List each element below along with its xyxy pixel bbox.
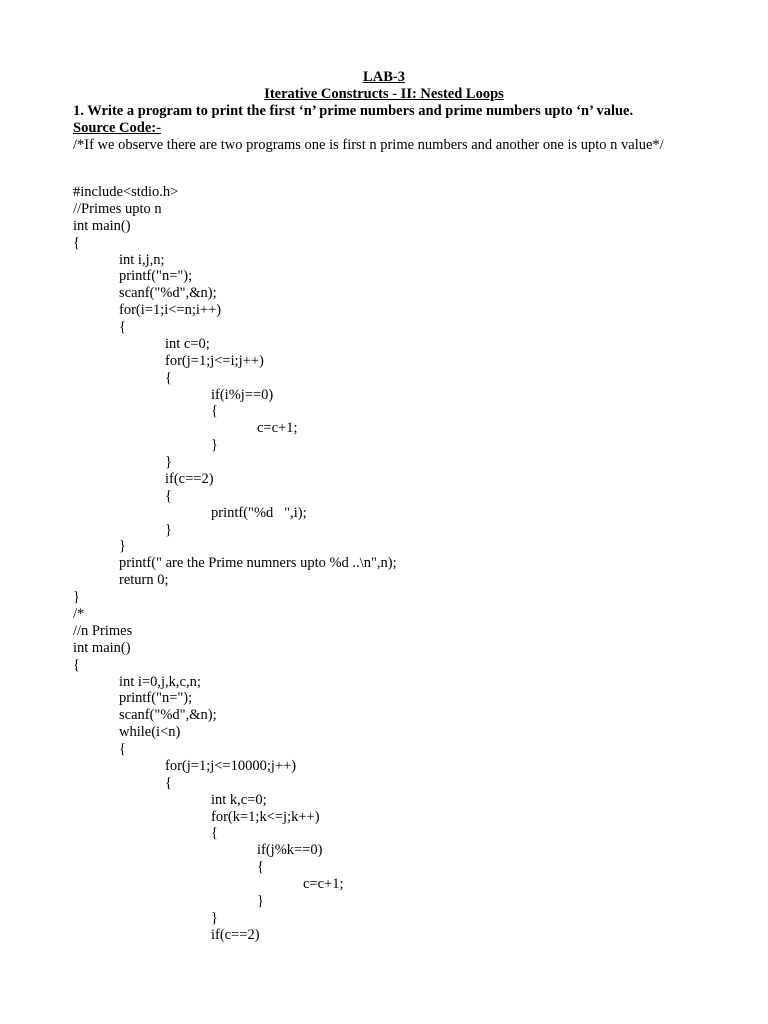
code-line: {: [165, 369, 172, 386]
code-line: int i,j,n;: [119, 251, 165, 268]
code-line: printf("n=");: [119, 268, 193, 285]
code-line: //Primes upto n: [73, 200, 162, 217]
code-line: {: [73, 656, 80, 673]
code-line: {: [119, 319, 126, 336]
code-line: if(c==2): [211, 926, 260, 943]
topic-title: Iterative Constructs - II: Nested Loops: [264, 86, 504, 102]
code-line: if(j%k==0): [257, 842, 323, 859]
code-line: }: [211, 437, 218, 454]
code-line: for(i=1;i<=n;i++): [119, 302, 222, 319]
lab-title: LAB-3: [363, 69, 405, 85]
source-code-label: Source Code:-: [73, 120, 161, 136]
code-line: printf(" are the Prime numners upto %d ..\n",n);: [119, 555, 397, 572]
code-line: {: [73, 234, 80, 251]
code-line: scanf("%d",&n);: [119, 285, 217, 302]
code-line: {: [119, 741, 126, 758]
code-line: #include<stdio.h>: [73, 184, 179, 200]
code-line: }: [165, 521, 172, 538]
code-line: int main(): [73, 217, 131, 234]
code-line: scanf("%d",&n);: [119, 707, 217, 724]
code-line: int main(): [73, 639, 131, 656]
question-text: 1. Write a program to print the first ‘n’ prime numbers and prime numbers upto ‘n’ value.: [73, 103, 634, 119]
code-line: /*: [73, 606, 85, 622]
code-line: int c=0;: [165, 335, 210, 352]
code-line: c=c+1;: [303, 876, 344, 893]
code-line: {: [165, 774, 172, 791]
code-line: //n Primes: [73, 622, 133, 639]
code-line: }: [257, 892, 264, 909]
code-line: for(j=1;j<=10000;j++): [165, 757, 297, 774]
code-line: for(j=1;j<=i;j++): [165, 352, 264, 369]
code-line: for(k=1;k<=j;k++): [211, 808, 320, 825]
code-line: while(i<n): [119, 724, 181, 741]
code-line: {: [211, 403, 218, 420]
code-line: if(i%j==0): [211, 386, 274, 403]
code-line: }: [165, 454, 172, 471]
code-line: return 0;: [119, 572, 169, 589]
code-line: printf("n=");: [119, 690, 193, 707]
code-line: }: [211, 909, 218, 926]
code-line: }: [73, 589, 80, 606]
code-line: {: [165, 487, 172, 504]
code-line: int k,c=0;: [211, 791, 267, 808]
code-comment: /*If we observe there are two programs one is first n prime numbers and another one is upto n value*/: [73, 137, 664, 153]
code-line: c=c+1;: [257, 420, 298, 437]
code-line: int i=0,j,k,c,n;: [119, 673, 201, 690]
code-line: printf("%d ",i);: [211, 504, 307, 521]
code-line: }: [119, 538, 126, 555]
code-line: if(c==2): [165, 470, 214, 487]
code-line: {: [257, 859, 264, 876]
code-line: {: [211, 825, 218, 842]
